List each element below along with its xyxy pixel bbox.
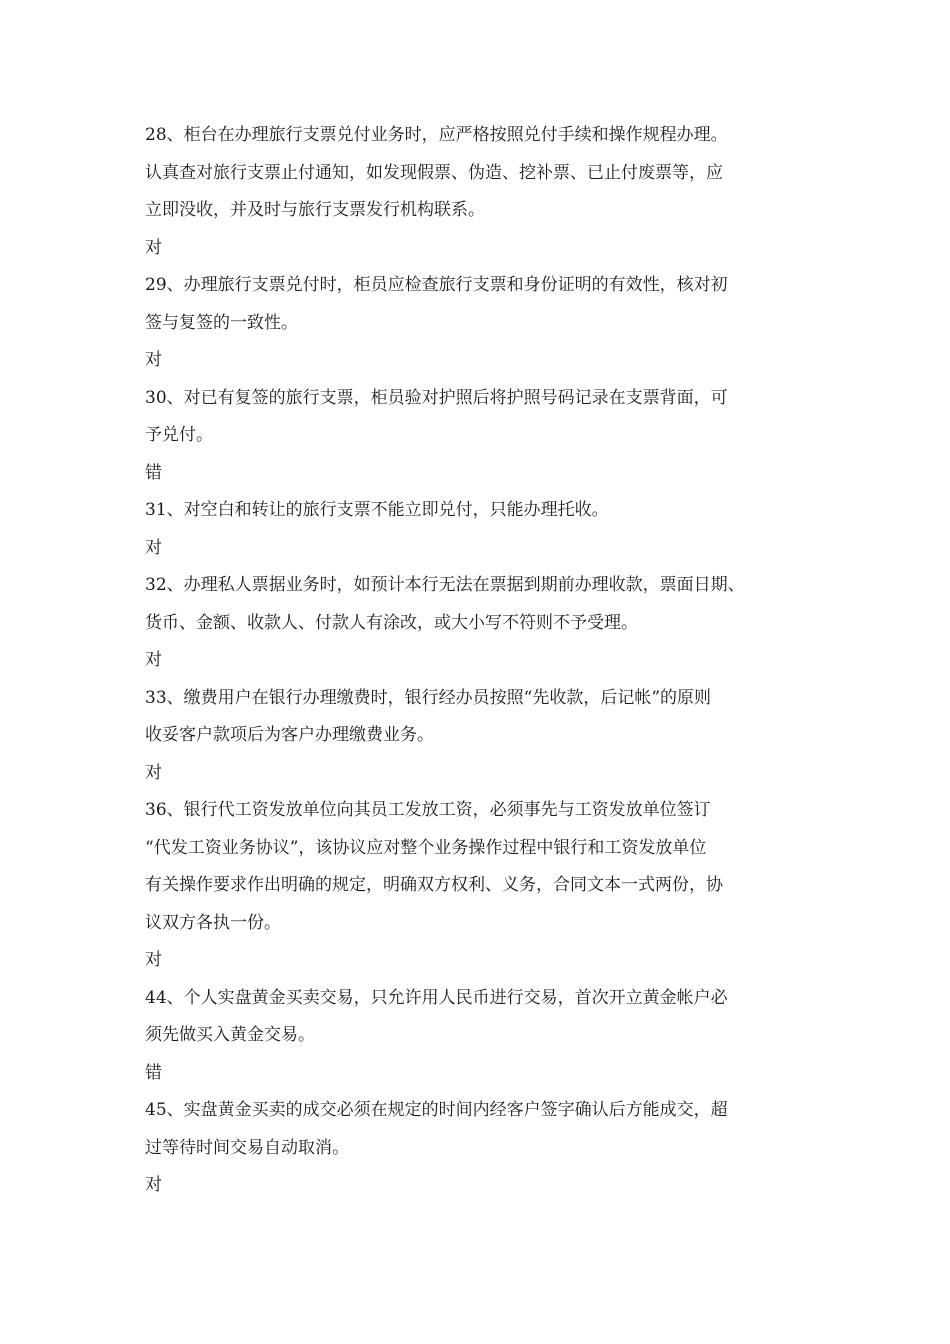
answer-28: 对 (145, 237, 162, 258)
question-45-line-2: 过等待时间交易自动取消。 (145, 1137, 349, 1158)
question-item-45 (145, 1092, 825, 1205)
question-28-line-1: 28、柜台在办理旅行支票兑付业务时，应严格按照兑付手续和操作规程办理。 (145, 125, 728, 145)
answer-45: 对 (145, 1175, 162, 1195)
question-item-31 (145, 492, 825, 567)
question-44-line-2: 须先做买入黄金交易。 (145, 1025, 315, 1045)
question-28-line-3: 立即没收，并及时与旅行支票发行机构联系。 (145, 200, 485, 220)
question-item-36 (145, 792, 825, 980)
question-item-30 (145, 380, 825, 493)
question-31-line-1: 31、对空白和转让的旅行支票不能立即兑付，只能办理托收。 (145, 500, 609, 520)
question-33-line-2: 收妥客户款项后为客户办理缴费业务。 (145, 725, 434, 745)
question-36-line-1: 36、银行代工资发放单位向其员工发放工资，必须事先与工资发放单位签订 (145, 800, 711, 820)
question-30-line-2: 予兑付。 (145, 425, 213, 445)
answer-32: 对 (145, 650, 162, 670)
question-item-28 (145, 117, 825, 267)
question-36-line-4: 议双方各执一份。 (145, 912, 281, 933)
answer-36: 对 (145, 950, 162, 970)
question-32-line-1: 32、办理私人票据业务时，如预计本行无法在票据到期前办理收款，票面日期、 (145, 575, 745, 595)
answer-44: 错 (145, 1062, 162, 1083)
question-item-29 (145, 267, 825, 380)
question-33-line-1: 33、缴费用户在银行办理缴费时，银行经办员按照“先收款，后记帐”的原则 (145, 687, 712, 708)
answer-30: 错 (145, 462, 162, 483)
question-item-33 (145, 680, 825, 793)
question-45-line-1: 45、实盘黄金买卖的成交必须在规定的时间内经客户签字确认后方能成交，超 (145, 1100, 728, 1120)
question-36-line-3: 有关操作要求作出明确的规定，明确双方权利、义务，合同文本一式两份，协 (145, 875, 723, 895)
question-item-44 (145, 980, 825, 1093)
question-30-line-1: 30、对已有复签的旅行支票，柜员验对护照后将护照号码记录在支票背面，可 (145, 387, 728, 408)
answer-33: 对 (145, 762, 162, 783)
answer-31: 对 (145, 537, 162, 558)
question-32-line-2: 货币、金额、收款人、付款人有涂改，或大小写不符则不予受理。 (145, 612, 638, 633)
question-list (145, 117, 825, 1205)
answer-29: 对 (145, 350, 162, 370)
question-29-line-1: 29、办理旅行支票兑付时，柜员应检查旅行支票和身份证明的有效性，核对初 (145, 275, 728, 295)
question-29-line-2: 签与复签的一致性。 (145, 312, 298, 333)
question-item-32 (145, 567, 825, 680)
question-28-line-2: 认真查对旅行支票止付通知，如发现假票、伪造、挖补票、已止付废票等，应 (145, 162, 723, 183)
question-44-line-1: 44、个人实盘黄金买卖交易，只允许用人民币进行交易，首次开立黄金帐户必 (145, 987, 728, 1008)
question-36-line-2: “代发工资业务协议”，该协议应对整个业务操作过程中银行和工资发放单位 (145, 837, 707, 858)
